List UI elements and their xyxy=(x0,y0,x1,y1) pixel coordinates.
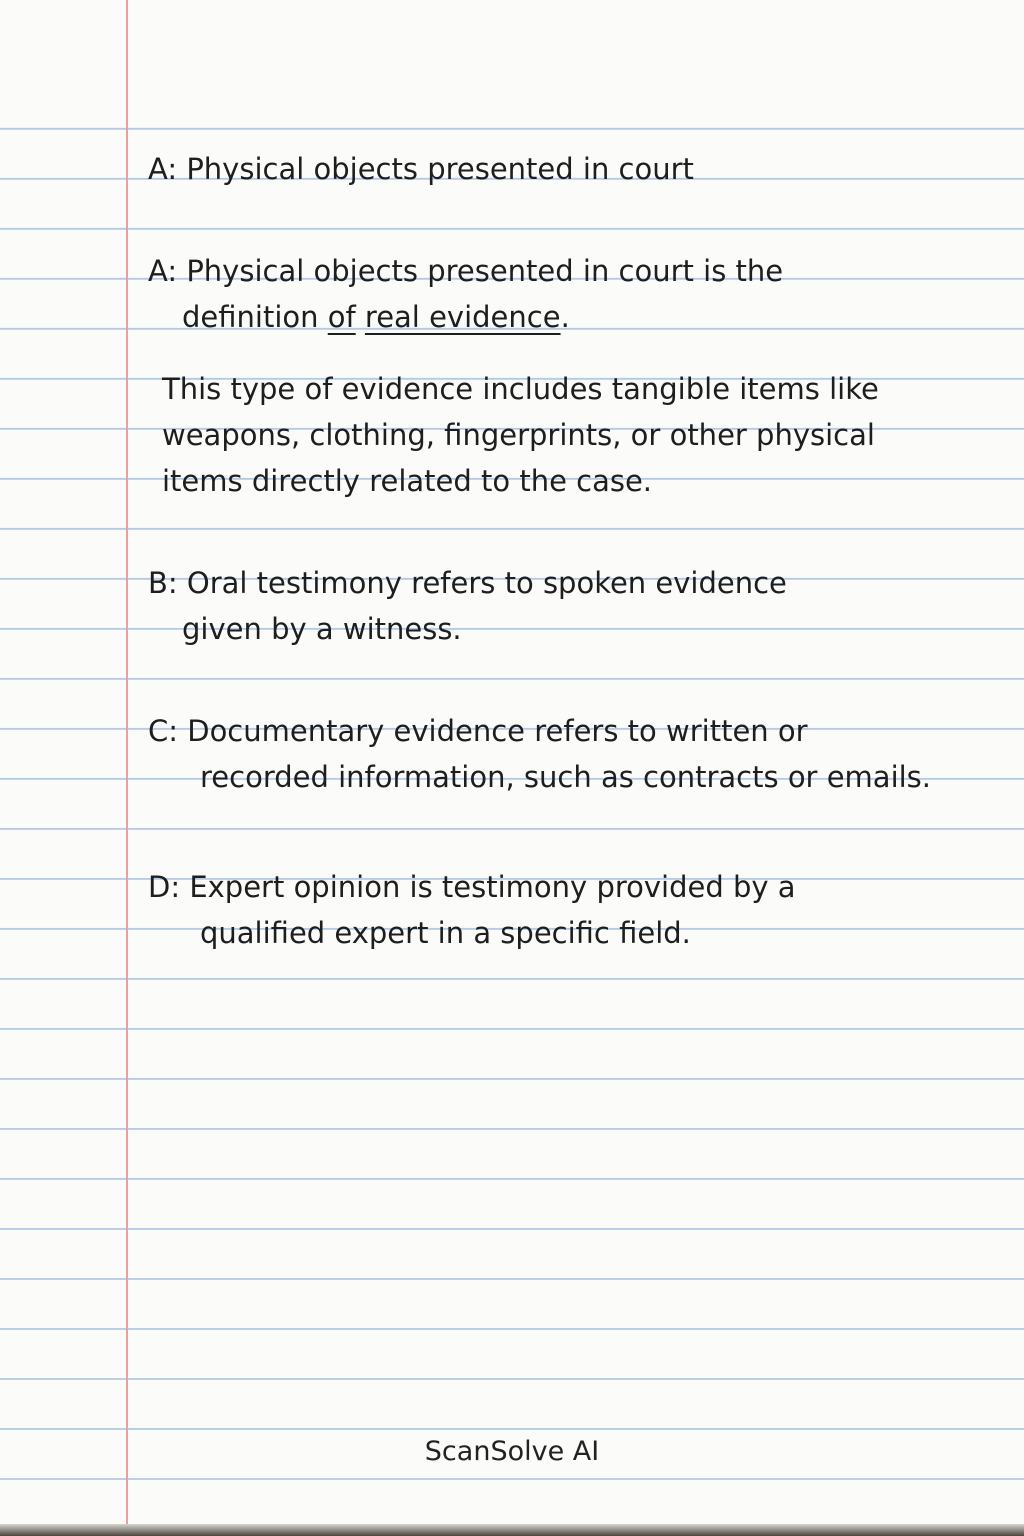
period-text: . xyxy=(560,300,570,334)
of-text: of xyxy=(327,300,356,334)
option-c-line-1: C: Documentary evidence refers to written or xyxy=(148,714,808,748)
option-c xyxy=(148,708,931,800)
option-d-line-2: qualified expert in a specific field. xyxy=(200,916,691,950)
real-evidence-description xyxy=(162,366,879,504)
answer-a-heading-text: A: Physical objects presented in court xyxy=(148,152,694,186)
definition-text: definition xyxy=(182,300,328,334)
description-line-2: weapons, clothing, fingerprints, or other physical xyxy=(162,418,875,452)
option-b-line-1: B: Oral testimony refers to spoken evidence xyxy=(148,566,787,600)
answer-a-explanation xyxy=(148,248,783,340)
description-line-3: items directly related to the case. xyxy=(162,464,653,498)
real-evidence-term: real evidence xyxy=(364,300,561,334)
page-bottom-edge xyxy=(0,1524,1024,1536)
answer-a-line-1: A: Physical objects presented in court is the xyxy=(148,254,784,288)
option-b-line-2: given by a witness. xyxy=(182,612,462,646)
red-margin-line xyxy=(126,0,128,1524)
option-b xyxy=(148,560,787,652)
option-c-line-2: recorded information, such as contracts or emails. xyxy=(200,760,932,794)
option-d-line-1: D: Expert opinion is testimony provided by a xyxy=(148,870,796,904)
space-text xyxy=(356,300,365,334)
brand-footer: ScanSolve AI xyxy=(424,1436,600,1467)
option-d xyxy=(148,864,796,956)
description-line-1: This type of evidence includes tangible items like xyxy=(162,372,879,406)
answer-a-line-2 xyxy=(148,294,783,340)
answer-a-heading xyxy=(148,146,694,192)
